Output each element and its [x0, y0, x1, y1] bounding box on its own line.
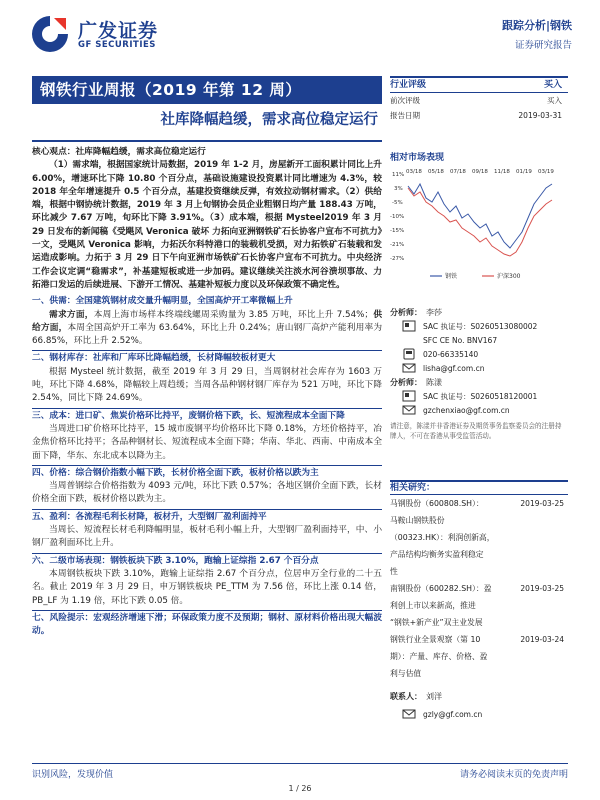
related-item[interactable] — [390, 546, 568, 563]
section-1-text — [32, 309, 382, 349]
report-date-row — [390, 108, 568, 123]
logo-english-name: GF SECURITIES — [78, 40, 156, 50]
logo-chinese-name: 广发证券 — [78, 20, 159, 42]
prev-rating-row — [390, 93, 568, 108]
analyst-note: 请注意，陈漾并非香港证券及期货事务监察委员会的注册持牌人，不可在香港从事受监管活动。 — [390, 422, 562, 440]
s1-supply-label: 供给方面， — [32, 309, 383, 333]
prev-rating-label: 前次评级 — [390, 96, 420, 105]
report-date-label: 报告日期 — [390, 111, 420, 120]
related-item[interactable] — [390, 648, 568, 665]
y-tick-0: 11% — [392, 172, 405, 178]
analyst-2-sac-text: SAC 执证号：S0260518120001 — [423, 392, 538, 401]
email-icon — [402, 362, 416, 374]
analyst-2-label: 分析师： — [390, 378, 422, 387]
company-logo — [30, 14, 190, 54]
phone-icon — [402, 348, 416, 360]
section-6-text: 本周钢铁板块下跌 3.10%，跑输上证综指 2.67 个百分点，位居申万全行业的二十五名。截止 2019 年 3 月 29 日，申万钢铁板块 PE_TTM 为 7.56 倍，环比上涨 0.14 倍，PB_LF 为 1.19 倍，环比下跌 0.05 倍。 — [32, 568, 382, 606]
page-number: 1 / 26 — [288, 784, 312, 793]
section-2-title: 二、钢材库存：社库和厂库环比降幅趋缓，长材降幅较板材更大 — [32, 350, 382, 365]
steel-index-line — [408, 184, 552, 248]
related-item-text: 产品结构均衡务实盈利稳定 — [390, 550, 484, 559]
section-5-title: 五、盈利：各流程毛利长材降，板材升，大型钢厂盈利面持平 — [32, 509, 382, 524]
related-item-date: 2019-03-24 — [520, 635, 564, 644]
rating-label: 行业评级 — [390, 80, 427, 90]
related-item-text: 南钢股份（600282.SH）：盈 — [390, 584, 492, 593]
related-item-text: 马钢股份（600808.SH）： — [390, 499, 484, 508]
related-research-title: 相关研究： — [390, 480, 568, 495]
related-item-text: 马鞍山钢铁股份 — [390, 516, 445, 525]
analyst-1-phone — [390, 348, 568, 362]
related-item-text: 钢铁行业全景观察（第 10 — [390, 635, 481, 644]
related-item[interactable] — [390, 614, 568, 631]
title-divider — [32, 140, 382, 142]
section-1-title: 一、供需：全国建筑钢材成交量升幅明显，全国高炉开工率微幅上升 — [32, 296, 293, 307]
section-2-text: 根据 Mysteel 统计数据，截至 2019 年 3 月 29 日，当周钢材社会库存为 1603 万吨，环比下降 4.68%，降幅较上周趋缓；当周各品种钢材钢厂库存为 521 万吨，环比下降 2.54%，同比下降 24.69%。 — [32, 366, 382, 404]
main-content — [32, 146, 382, 638]
report-kind: 证券研究报告 — [514, 40, 572, 51]
email-icon — [402, 404, 416, 416]
x-tick-2: 07/18 — [450, 169, 466, 175]
analyst-1-sac-text: SAC 执证号：S0260513080002 — [423, 322, 538, 331]
relative-performance-chart — [390, 166, 568, 286]
core-label: 核心观点： — [32, 147, 76, 157]
email-icon — [402, 708, 416, 720]
section-4-text: 当周普钢综合价格指数为 4093 元/吨，环比下跌 0.57%；各地区钢价全面下跌，长材价格全面下跌，板材价格以跌为主。 — [32, 481, 382, 505]
related-item[interactable] — [390, 631, 568, 648]
x-tick-4: 11/18 — [494, 169, 510, 175]
contact-row — [390, 690, 568, 704]
contact-email[interactable]: gzly@gf.com.cn — [423, 710, 483, 719]
related-research — [390, 480, 568, 722]
section-4-title: 四、价格：综合钢价指数小幅下跌，长材价格全面下跌，板材价格以跌为主 — [32, 465, 382, 480]
x-tick-5: 01/19 — [516, 169, 532, 175]
related-item-text: 期）：产量、库存、价格、盈 — [390, 652, 488, 661]
core-text: 社库降幅趋缓，需求高位稳定运行 — [75, 147, 206, 157]
y-tick-1: 3% — [394, 186, 403, 192]
report-type: 跟踪分析|钢铁 — [501, 19, 572, 32]
analyst-2-row — [390, 376, 568, 390]
contact-email-row — [390, 708, 568, 722]
y-tick-3: -10% — [390, 214, 405, 220]
id-card-icon — [402, 390, 416, 402]
section-7-title: 七、风险提示：宏观经济增速下滑；环保政策力度不及预期；钢材、原材料价格出现大幅波动。 — [32, 610, 382, 639]
report-subtitle: 社库降幅趋缓，需求高位稳定运行 — [160, 112, 378, 128]
contact-label: 联系人： — [390, 692, 422, 701]
core-paragraph: （1）需求端，根据国家统计局数据，2019 年 1-2 月，房屋新开工面积累计同比上升 6.00%，增速环比下降 10.80 个百分点，基础设施建设投资累计同比增速为 4.3%，较 2018 年全年增速提升 0.5 个百分点，基建投资继续反弹，有效拉动钢材需求。（2）供给端，根据中钢协统计数据，2019 年 3 月上旬钢协会员企业粗钢日均产量 188.43 万吨，环比减少 7.67 万吨，旬环比下降 3.91%。（3）成本端，根据 Mysteel2019 年 3 月 29 日发布的新闻稿《受飓风 Veronica 破坏 力拓向亚洲钢铁矿石长协客户宣布不可抗力》一文，受飓风 Veronica 影响，力拓沃尔科特港口的装载机受损，对力拓铁矿石装载和发运造成影响。力拓于 3 月 29 日下午向亚洲市场铁矿石长协客户宣布不可抗力。中央经济工作会议定调“稳需求”，补基建短板或进一步加码。建议继续关注淡水河谷溃坝事故、力拓港口发运的后续进展、下游开工情况、基建补短板力度以及环保政策不确定性。 — [32, 160, 382, 290]
prev-rating-value: 买入 — [547, 96, 562, 105]
related-item-text: 利创上市以来新高，推进 — [390, 601, 476, 610]
report-title: 钢铁行业周报（2019 年第 12 周） — [32, 76, 382, 104]
hs300-index-line — [408, 188, 552, 256]
analyst-1-name: 李莎 — [426, 308, 442, 317]
gf-logo-icon — [30, 14, 70, 54]
x-tick-0: 03/18 — [406, 169, 422, 175]
related-item[interactable] — [390, 512, 568, 529]
analyst-1-sac — [390, 320, 568, 334]
analyst-2-name: 陈漾 — [426, 378, 442, 387]
rating-value: 买入 — [543, 80, 562, 90]
y-tick-4: -15% — [390, 228, 405, 234]
related-item-date: 2019-03-25 — [520, 584, 564, 593]
y-tick-5: -21% — [390, 242, 405, 248]
s1-demand-label: 需求方面， — [49, 309, 94, 320]
related-item-date: 2019-03-25 — [520, 499, 564, 508]
section-6-title: 六、二级市场表现：钢铁板块下跌 3.10%，跑输上证综指 2.67 个百分点 — [32, 553, 382, 568]
legend-steel-label: 钢铁 — [445, 273, 458, 280]
analyst-1-email-text[interactable]: lisha@gf.com.cn — [423, 364, 485, 373]
analyst-1-row — [390, 306, 568, 320]
footer-disclaimer: 请务必阅读末页的免责声明 — [459, 770, 568, 780]
analyst-block — [390, 306, 568, 441]
related-item[interactable] — [390, 495, 568, 512]
market-performance-title: 相对市场表现 — [390, 153, 445, 163]
analyst-1-label: 分析师： — [390, 308, 422, 317]
report-date-value: 2019-03-31 — [518, 111, 562, 120]
analyst-2-email-text[interactable]: gzchenxiao@gf.com.cn — [423, 406, 510, 415]
rating-header — [390, 76, 568, 93]
section-3-text: 当周进口矿价格环比持平，15 城市废钢平均价格环比下降 0.18%，方坯价格持平，冶金焦价格环比持平；各品种钢材长、短流程成本全面下降；华南、华北、西南、中南成本全面下降，华东、东北成本以降为主。 — [32, 423, 382, 461]
x-tick-6: 03/19 — [538, 169, 554, 175]
analyst-2-email — [390, 404, 568, 418]
core-view — [32, 146, 382, 159]
analyst-2-sac — [390, 390, 568, 404]
section-5-text: 当周长、短流程长材毛利降幅明显，板材毛利小幅上升，大型钢厂盈利面持平，中、小钢厂盈利面环比上升。 — [32, 525, 382, 549]
page-header — [0, 0, 600, 78]
contact-name: 刘洋 — [426, 692, 442, 701]
s1-demand-text: 本周上海市场样本终端线螺周采购量为 3.85 万吨，环比上升 7.54%； — [93, 309, 374, 320]
related-item-text: （00323.HK）：利润创新高， — [390, 533, 495, 542]
analyst-1-sfc-text: SFC CE No. BNV167 — [423, 336, 498, 345]
related-item[interactable] — [390, 529, 568, 546]
related-item-text: “钢铁+新产业”双主业发展 — [390, 618, 483, 627]
related-item[interactable] — [390, 563, 568, 580]
footer-divider — [32, 763, 568, 764]
analyst-1-email — [390, 362, 568, 376]
legend-hs300-label: 沪深300 — [497, 273, 521, 280]
x-tick-1: 05/18 — [428, 169, 444, 175]
related-item[interactable] — [390, 597, 568, 614]
y-tick-2: -5% — [392, 200, 403, 206]
related-item-text: 性 — [390, 567, 398, 576]
id-card-icon — [402, 320, 416, 332]
s1-supply-text: 本周全国高炉开工率为 63.64%，环比上升 0.24%；唐山钢厂高炉产能利用率为 66.85%，环比上升 2.52%。 — [32, 322, 383, 347]
section-3-title: 三、成本：进口矿、焦炭价格环比持平，废钢价格下跌，长、短流程成本全面下降 — [32, 408, 382, 423]
analyst-1-phone-text: 020-66335140 — [423, 350, 479, 359]
related-item-text: 利与估值 — [390, 669, 422, 678]
y-tick-6: -27% — [390, 256, 405, 262]
analyst-1-sfc — [390, 334, 568, 348]
x-tick-3: 09/18 — [472, 169, 488, 175]
related-item[interactable] — [390, 665, 568, 682]
related-item[interactable] — [390, 580, 568, 597]
sidebar — [390, 76, 568, 719]
footer-slogan: 识别风险，发现价值 — [32, 770, 114, 780]
